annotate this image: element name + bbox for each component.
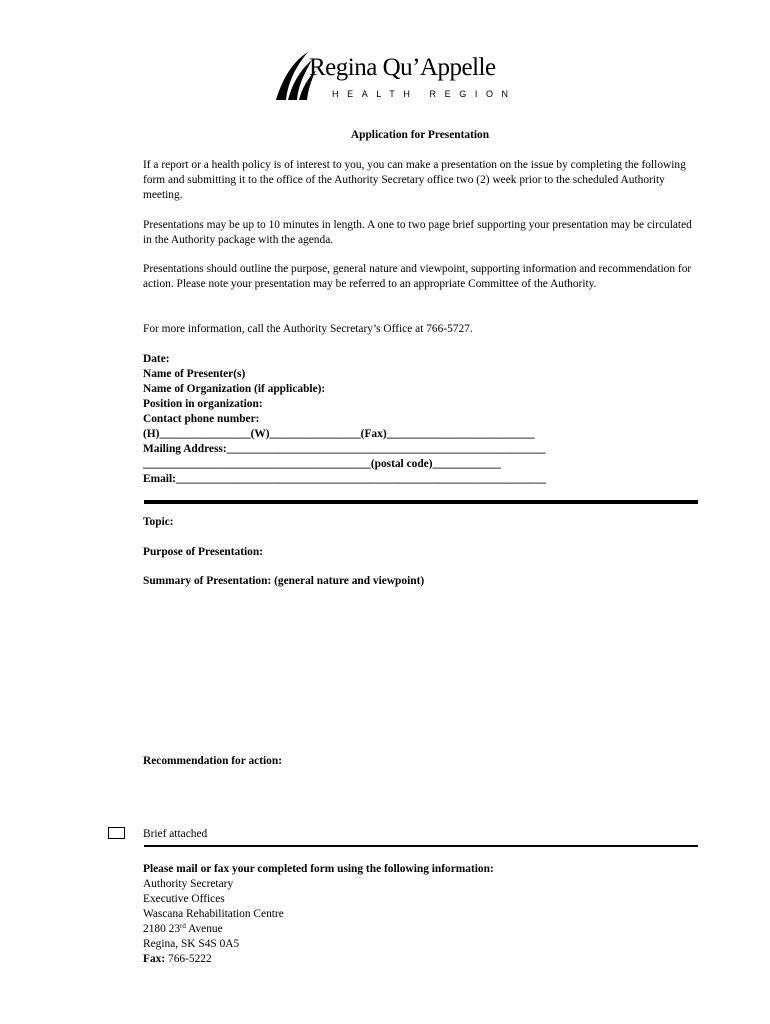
- street-name: Avenue: [185, 923, 223, 935]
- address-street: [143, 922, 494, 937]
- summary-field[interactable]: Summary of Presentation: (general nature and viewpoint): [143, 575, 425, 587]
- health-region-logo: [274, 50, 517, 106]
- page-title: Application for Presentation: [350, 129, 490, 141]
- mailing-info: [143, 862, 494, 967]
- contact-phone-label: Contact phone number:: [143, 413, 260, 425]
- address-line-1: Authority Secretary: [143, 878, 234, 890]
- phone-numbers-field[interactable]: (H)________________(W)________________(Fax)__________________________: [143, 428, 535, 440]
- topic-field[interactable]: Topic:: [143, 516, 174, 528]
- organization-field[interactable]: Name of Organization (if applicable):: [143, 383, 326, 395]
- contact-info-paragraph: For more information, call the Authority Secretary’s Office at 766-5727.: [143, 323, 473, 335]
- mailing-address-field[interactable]: Mailing Address:________________________________________________________: [143, 443, 546, 455]
- email-field[interactable]: Email:_________________________________________________________________: [143, 473, 547, 485]
- fax-label: Fax:: [143, 953, 166, 965]
- position-field[interactable]: Position in organization:: [143, 398, 263, 410]
- address-city: Regina, SK S4S 0A5: [143, 938, 240, 950]
- address-line-2: Executive Offices: [143, 893, 225, 905]
- brief-attached-checkbox[interactable]: [108, 827, 125, 839]
- outline-paragraph: Presentations should outline the purpose, general nature and viewpoint, supporting information and recommendation for action. Please note your presentation may be referred to an appropriate Committee of the Authority.: [143, 263, 692, 290]
- presenter-name-field[interactable]: Name of Presenter(s): [143, 368, 246, 380]
- length-paragraph: Presentations may be up to 10 minutes in length. A one to two page brief supporting your presentation may be circulated in the Authority package with the agenda.: [143, 219, 692, 246]
- date-field[interactable]: Date:: [143, 353, 170, 365]
- street-number: 2180 23: [143, 923, 181, 935]
- purpose-field[interactable]: Purpose of Presentation:: [143, 546, 264, 558]
- logo-name: Regina Qu’Appelle: [309, 54, 496, 81]
- brief-attached-label: Brief attached: [143, 828, 208, 840]
- address-line-3: Wascana Rehabilitation Centre: [143, 908, 284, 920]
- fax-number: 766-5222: [165, 953, 212, 965]
- section-divider: [144, 500, 698, 504]
- presenter-fields: [143, 352, 703, 487]
- fax-line: [143, 952, 494, 967]
- logo-subtitle: HEALTH REGION: [332, 89, 517, 99]
- postal-code-field[interactable]: ________________________________________(postal code)____________: [143, 458, 501, 470]
- street-ordinal: rd: [180, 922, 186, 930]
- recommendation-field[interactable]: Recommendation for action:: [143, 755, 282, 767]
- intro-paragraph: If a report or a health policy is of interest to you, you can make a presentation on the issue by completing the following form and submitting it to the office of the Authority Secretary office two (2) week prior to the scheduled Authority meeting.: [143, 159, 686, 201]
- mailing-instruction: Please mail or fax your completed form using the following information:: [143, 863, 494, 875]
- footer-divider: [144, 845, 698, 847]
